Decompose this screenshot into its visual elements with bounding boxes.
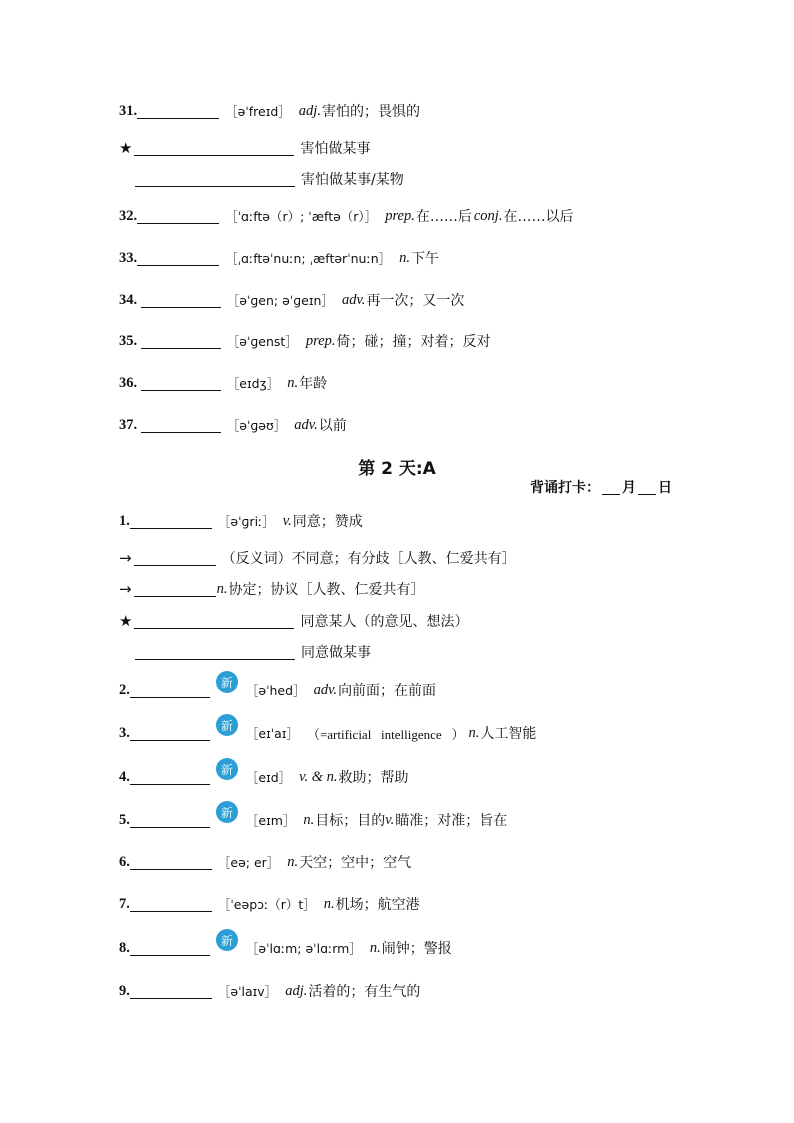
month-blank[interactable] — [602, 480, 620, 495]
entry-number: 34. — [119, 291, 138, 308]
derivative-antonym — [119, 547, 516, 569]
new-word-badge: 新 — [216, 758, 238, 780]
definition: 救助；帮助 — [338, 770, 409, 786]
definition: 瞄准；对准；旨在 — [395, 813, 508, 829]
part-of-speech: adj. — [285, 982, 308, 999]
part-of-speech: prep. — [385, 207, 415, 224]
entry-8 — [119, 933, 452, 959]
definition: 向前面；在前面 — [338, 683, 437, 699]
definition: 活着的；有生气的 — [308, 984, 421, 1000]
entry-2 — [119, 675, 437, 701]
arrow-right-icon: → — [119, 580, 132, 598]
definition: 机场；航空港 — [335, 897, 420, 913]
answer-blank[interactable] — [134, 582, 216, 597]
part-of-speech: n. — [303, 811, 315, 828]
entry-9 — [119, 980, 420, 1002]
new-word-badge: 新 — [216, 801, 238, 823]
entry-number: 1. — [119, 512, 130, 529]
entry-3 — [119, 718, 537, 744]
star-icon: ★ — [119, 139, 133, 157]
answer-blank[interactable] — [130, 855, 212, 870]
answer-blank[interactable] — [137, 104, 219, 119]
answer-blank[interactable] — [141, 293, 221, 308]
definition: 同意做某事 — [301, 645, 371, 661]
entry-number: 8. — [119, 939, 130, 956]
definition: 同意；赞成 — [292, 514, 363, 530]
entry-number: 37. — [119, 416, 138, 433]
entry-number: 2. — [119, 681, 130, 698]
part-of-speech: adv. — [294, 416, 318, 433]
entry-number: 31. — [119, 102, 138, 119]
entry-4 — [119, 762, 409, 788]
definition: 同意某人（的意见、想法） — [300, 614, 469, 630]
entry-number: 4. — [119, 768, 130, 785]
new-word-badge: 新 — [216, 714, 238, 736]
definition: （反义词）不同意；有分歧［人教、仁爱共有］ — [221, 551, 516, 567]
answer-blank[interactable] — [141, 418, 221, 433]
answer-blank[interactable] — [130, 726, 210, 741]
definition: 天空；空中；空气 — [299, 855, 412, 871]
phonetic: ［əˈɡəʊ］ — [226, 418, 287, 433]
definition: 害怕做某事/某物 — [301, 172, 404, 188]
part-of-speech: prep. — [305, 332, 336, 349]
part-of-speech: conj. — [473, 207, 503, 224]
part-of-speech: v. & n. — [299, 768, 338, 785]
phonetic: ［əˈɡen; əˈɡeɪn］ — [226, 293, 334, 308]
phonetic: ［əˈɡriː］ — [217, 514, 275, 529]
phonetic: ［eə; er］ — [217, 855, 280, 870]
definition: 在……以后 — [503, 209, 574, 225]
phonetic: ［ˈeəpɔː（r）t］ — [217, 897, 316, 912]
entry-number: 7. — [119, 895, 130, 912]
definition: 在……后 — [415, 209, 472, 225]
answer-blank[interactable] — [130, 941, 210, 956]
answer-blank[interactable] — [134, 141, 294, 156]
part-of-speech: n. — [216, 580, 228, 597]
definition: 害怕的；畏惧的 — [321, 104, 420, 120]
definition: 人工智能 — [480, 726, 537, 742]
checkin-label: 背诵打卡： — [530, 480, 600, 496]
phonetic: ［ˌɑːftəˈnuːn; ˌæftərˈnuːn］ — [225, 251, 392, 266]
day-title: 第 2 天:A — [358, 459, 436, 479]
phonetic: ［əˈhed］ — [245, 683, 306, 698]
entry-number: 9. — [119, 982, 130, 999]
entry-number: 6. — [119, 853, 130, 870]
part-of-speech: n. — [287, 374, 299, 391]
phonetic: ［ˈɑːftə（r）; ˈæftə（r）］ — [225, 209, 378, 224]
phrase-line — [119, 641, 371, 663]
entry-34 — [119, 289, 464, 311]
month-label: 月 — [622, 480, 636, 496]
derivative-noun — [119, 578, 424, 600]
answer-blank[interactable] — [130, 813, 210, 828]
definition: 协定；协议［人教、仁爱共有］ — [228, 582, 425, 598]
definition: 倚；碰；撞；对着；反对 — [336, 334, 491, 350]
new-word-badge: 新 — [216, 929, 238, 951]
answer-blank[interactable] — [134, 614, 294, 629]
answer-blank[interactable] — [137, 209, 219, 224]
phonetic: ［eɪd］ — [245, 770, 292, 785]
new-word-badge: 新 — [216, 671, 238, 693]
definition: 目标；目的 — [315, 813, 386, 829]
entry-number: 36. — [119, 374, 138, 391]
entry-number: 5. — [119, 811, 130, 828]
phonetic: ［eɪˈaɪ］ — [245, 726, 299, 741]
definition: 下午 — [411, 251, 439, 267]
phrase-line — [119, 168, 404, 190]
star-icon: ★ — [119, 612, 133, 630]
day-blank[interactable] — [638, 480, 656, 495]
answer-blank[interactable] — [135, 645, 295, 660]
phonetic: ［eɪdʒ］ — [226, 376, 280, 391]
answer-blank[interactable] — [137, 251, 219, 266]
phonetic: ［əˈlɑːm; əˈlɑːrm］ — [245, 941, 362, 956]
part-of-speech: v. — [282, 512, 292, 529]
entry-31 — [119, 100, 420, 122]
answer-blank[interactable] — [130, 514, 212, 529]
entry-35 — [119, 330, 491, 352]
phrase-star — [119, 610, 468, 632]
answer-blank[interactable] — [141, 334, 221, 349]
part-of-speech: n. — [287, 853, 299, 870]
part-of-speech: n. — [399, 249, 410, 266]
phrase-star — [119, 137, 370, 159]
part-of-speech: adv. — [313, 681, 338, 698]
phonetic: ［əˈlaɪv］ — [217, 984, 278, 999]
answer-blank[interactable] — [130, 984, 212, 999]
entry-7 — [119, 893, 420, 915]
definition: 闹钟；警报 — [381, 941, 452, 957]
answer-blank[interactable] — [130, 683, 210, 698]
entry-1 — [119, 510, 363, 532]
answer-blank[interactable] — [134, 551, 216, 566]
answer-blank[interactable] — [130, 770, 210, 785]
definition: 再一次；又一次 — [366, 293, 465, 309]
definition: 害怕做某事 — [300, 141, 371, 157]
entry-32 — [119, 205, 573, 227]
entry-number: 35. — [119, 332, 138, 349]
answer-blank[interactable] — [130, 897, 212, 912]
part-of-speech: n. — [468, 724, 480, 741]
entry-5 — [119, 805, 508, 831]
part-of-speech: adv. — [341, 291, 366, 308]
part-of-speech: n. — [369, 939, 381, 956]
entry-number: 33. — [119, 249, 138, 266]
checkin-line — [530, 477, 672, 497]
full-form: （=artificial intelligence ） — [306, 726, 465, 742]
answer-blank[interactable] — [141, 376, 221, 391]
definition: 以前 — [318, 418, 347, 434]
entry-37 — [119, 414, 347, 436]
entry-6 — [119, 851, 411, 873]
phonetic: ［əˈfreɪd］ — [225, 104, 291, 119]
part-of-speech: adj. — [298, 102, 321, 119]
definition: 年龄 — [299, 376, 328, 392]
entry-number: 3. — [119, 724, 130, 741]
part-of-speech: v. — [385, 811, 395, 828]
answer-blank[interactable] — [135, 172, 295, 187]
phonetic: ［əˈɡenst］ — [226, 334, 298, 349]
entry-36 — [119, 372, 327, 394]
entry-number: 32. — [119, 207, 138, 224]
day-label: 日 — [658, 480, 672, 496]
entry-33 — [119, 247, 439, 269]
part-of-speech: n. — [323, 895, 335, 912]
phonetic: ［eɪm］ — [245, 813, 296, 828]
arrow-right-icon: → — [119, 549, 132, 567]
